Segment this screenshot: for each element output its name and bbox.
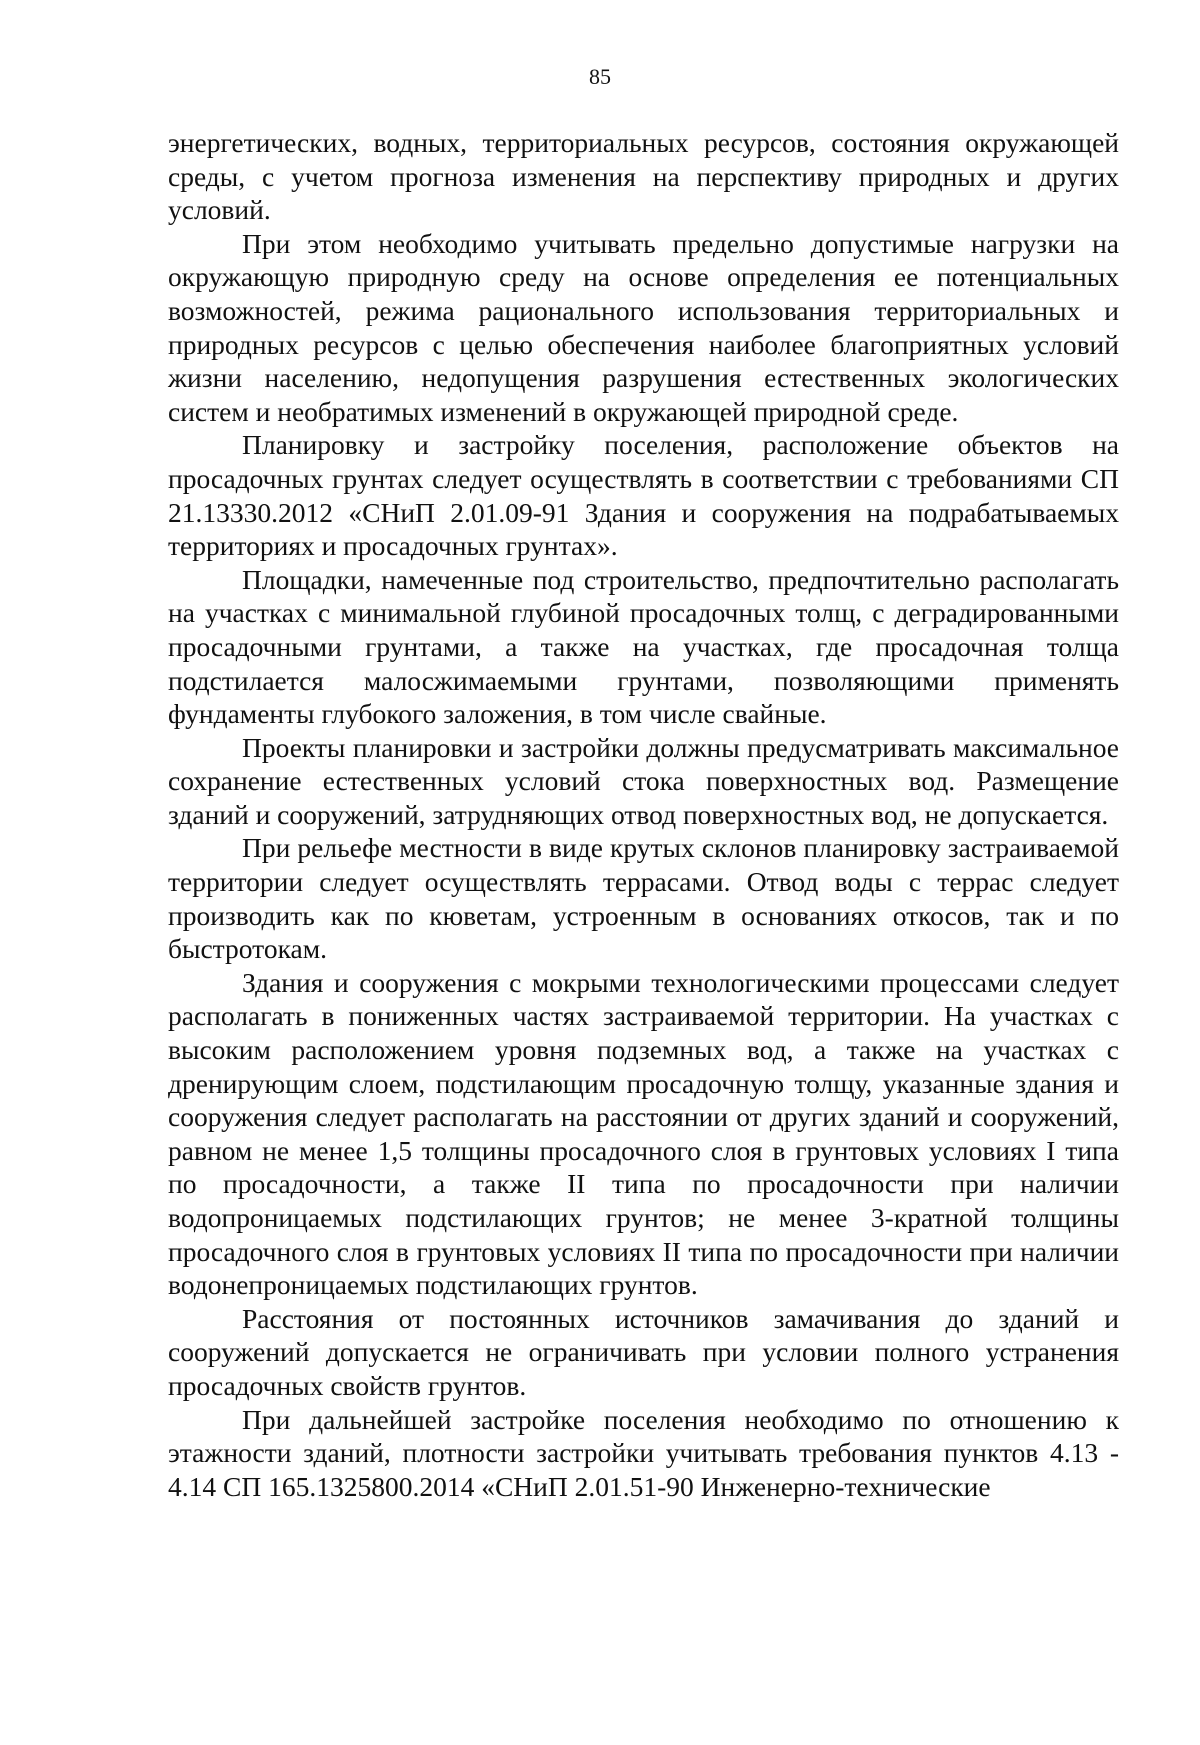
paragraph-wetting-sources: Расстояния от постоянных источников замачивания до зданий и сооружений допускается не ограничивать при условии полного устранения просадочных свойств грунтов. xyxy=(168,1302,1119,1401)
paragraph-construction-sites: Площадки, намеченные под строительство, предпочтительно располагать на участках с минимальной глубиной просадочных толщ, с деградированными просадочными грунтами, а также на участках, где просадочная толща подстилается малосжимаемыми грунтами, позволяющими применять фундаменты глубокого заложения, в том числе свайные. xyxy=(168,563,1119,730)
paragraph-surface-runoff: Проекты планировки и застройки должны предусматривать максимальное сохранение естественных условий стока поверхностных вод. Размещение зданий и сооружений, затрудняющих отвод поверхностных вод, не допускается. xyxy=(168,731,1119,830)
document-body xyxy=(168,126,1119,1503)
page-number: 85 xyxy=(589,64,611,89)
paragraph-environmental-loads: При этом необходимо учитывать предельно допустимые нагрузки на окружающую природную среду на основе определения ее потенциальных возможностей, режима рационального использования территориальных и природных ресурсов с целью обеспечения наиболее благоприятных условий жизни населению, недопущения разрушения естественных экологических систем и необратимых изменений в окружающей природной среде. xyxy=(168,227,1119,427)
paragraph-wet-processes: Здания и сооружения с мокрыми технологическими процессами следует располагать в пониженных частях застраиваемой территории. На участках с высоким расположением уровня подземных вод, а также на участках с дренирующим слоем, подстилающим просадочную толщу, указанные здания и сооружения следует располагать на расстоянии от других зданий и сооружений, равном не менее 1,5 толщины просадочного слоя в грунтовых условиях I типа по просадочности, а также II типа по просадочности при наличии водопроницаемых подстилающих грунтов; не менее 3-кратной толщины просадочного слоя в грунтовых условиях II типа по просадочности при наличии водонепроницаемых подстилающих грунтов. xyxy=(168,966,1119,1301)
paragraph-steep-slopes: При рельефе местности в виде крутых склонов планировку застраиваемой территории следует осуществлять террасами. Отвод воды с террас следует производить как по кюветам, устроенным в основаниях откосов, так и по быстротокам. xyxy=(168,832,1119,965)
paragraph-subsidence-soils-planning: Планировку и застройку поселения, расположение объектов на просадочных грунтах следует осуществлять в соответствии с требованиями СП 21.13330.2012 «СНиП 2.01.09-91 Здания и сооружения на подрабатываемых территориях и просадочных грунтах». xyxy=(168,429,1119,562)
paragraph-continuation: энергетических, водных, территориальных ресурсов, состояния окружающей среды, с учетом прогноза изменения на перспективу природных и других условий. xyxy=(168,127,1119,226)
paragraph-further-development: При дальнейшей застройке поселения необходимо по отношению к этажности зданий, плотности застройки учитывать требования пунктов 4.13 - 4.14 СП 165.1325800.2014 «СНиП 2.01.51-90 Инженерно-технические xyxy=(168,1403,1119,1502)
